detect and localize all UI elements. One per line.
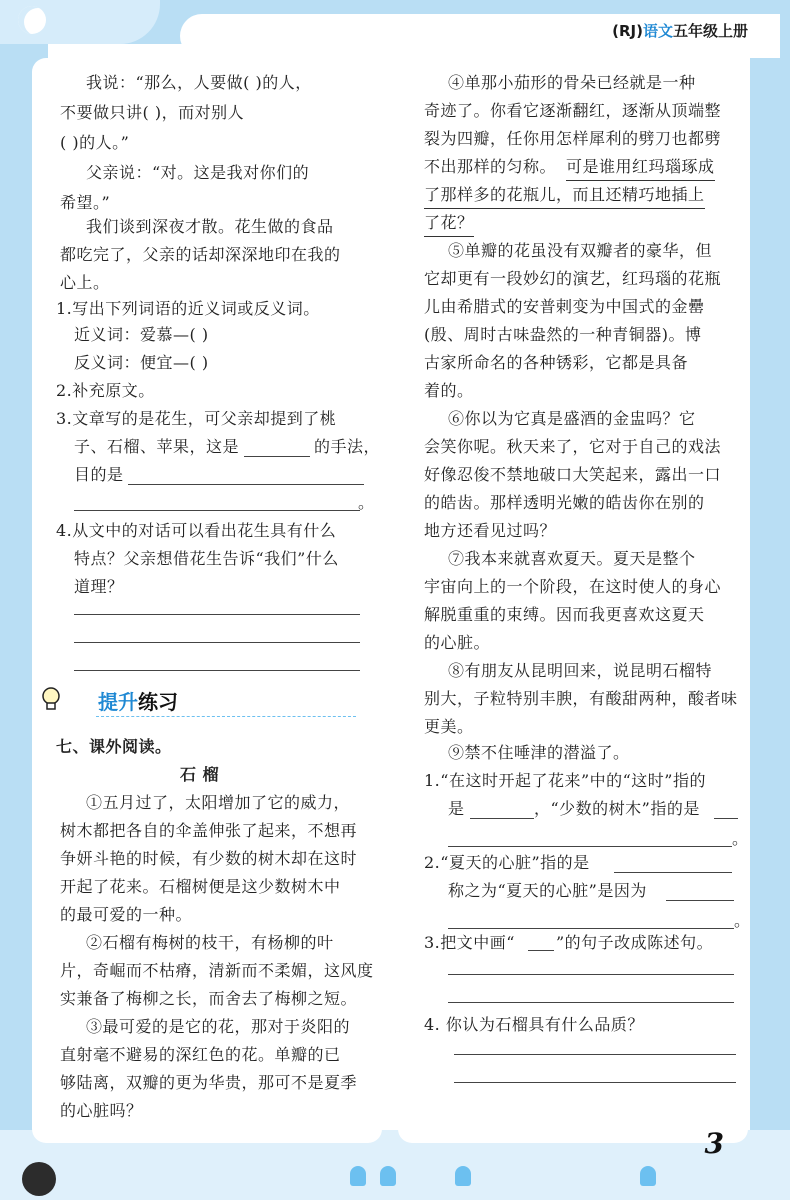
section-header <box>36 682 366 722</box>
question: 2.补充原文。 <box>56 381 155 400</box>
section-title-1: 提升 <box>98 690 138 714</box>
answer-blank[interactable] <box>128 484 364 485</box>
background-right <box>750 0 790 1200</box>
tree-icon <box>640 1166 656 1186</box>
answer-blank[interactable] <box>74 614 360 615</box>
text-line: ③最可爱的是它的花，那对于炎阳的 <box>86 1017 351 1036</box>
underlined-sentence: 了那样多的花瓶儿，而且还精巧地插上 <box>424 182 705 209</box>
text-line: 更美。 <box>424 717 474 736</box>
question: ，“少数的树木”指的是 <box>534 799 700 818</box>
punctuation: 。 <box>732 829 749 848</box>
header-grade: 五年级上册 <box>672 22 748 40</box>
text-line: 希望。” <box>60 193 111 212</box>
text-line: 着的。 <box>424 381 474 400</box>
text-line: 实兼备了梅柳之长，而舍去了梅柳之短。 <box>60 989 358 1008</box>
text-line: 父亲说：“对。这是我对你们的 <box>86 163 310 182</box>
answer-blank[interactable] <box>470 818 534 819</box>
text-line: 解脱重重的束缚。因而我更喜欢这夏天 <box>424 605 705 624</box>
text-line: ⑥你以为它真是盛酒的金盅吗？它 <box>448 409 696 428</box>
question: 1.写出下列词语的近义词或反义词。 <box>56 299 320 318</box>
moon-icon <box>18 6 46 34</box>
question: 的手法， <box>314 437 381 456</box>
question: ”的句子改成陈述句。 <box>556 933 714 952</box>
question-item: 近义词：爱慕—( ) <box>74 325 209 344</box>
question: 1.“在这时开起了花来”中的“这时”指的 <box>424 771 706 790</box>
text-line: ⑧有朋友从昆明回来，说昆明石榴特 <box>448 661 713 680</box>
question: 2.“夏天的心脏”指的是 <box>424 853 590 872</box>
text-line: 我们谈到深夜才散。花生做的食品 <box>86 217 334 236</box>
header-prefix: (RJ) <box>612 22 643 40</box>
text-line: 儿由希腊式的安普剌变为中国式的金罍 <box>424 297 705 316</box>
answer-blank[interactable] <box>74 510 360 511</box>
kid-icon <box>22 1162 56 1196</box>
answer-blank[interactable] <box>448 846 732 847</box>
task-label: 七、课外阅读。 <box>56 737 172 756</box>
text-line: ④单那小茄形的骨朵已经就是一种 <box>448 73 696 92</box>
text-line: (殷、周时古味盎然的一种青铜器)。博 <box>424 325 702 344</box>
text-line: 别大，子粒特别丰腴，有酸甜两种，酸者味 <box>424 689 738 708</box>
text-line: 片，奇崛而不枯瘠，清新而不柔媚，这风度 <box>60 961 374 980</box>
page-number: 3 <box>704 1127 724 1160</box>
section-divider <box>96 716 356 717</box>
answer-blank[interactable] <box>448 974 734 975</box>
article-title: 石 榴 <box>180 765 220 784</box>
text-line: ( )的人。” <box>60 133 130 152</box>
text-line: 地方还看见过吗？ <box>424 521 557 540</box>
punctuation: 。 <box>734 911 751 930</box>
text-line: 宇宙向上的一个阶段，在这时使人的身心 <box>424 577 722 596</box>
answer-blank[interactable] <box>454 1054 736 1055</box>
question: 特点？父亲想借花生告诉“我们”什么 <box>74 549 339 568</box>
text-line: 的心脏吗？ <box>60 1101 143 1120</box>
text-line: 会笑你呢。秋天来了，它对于自己的戏法 <box>424 437 722 456</box>
answer-blank[interactable] <box>454 1082 736 1083</box>
question: 子、石榴、苹果，这是 <box>74 437 240 456</box>
question: 称之为“夏天的心脏”是因为 <box>448 881 647 900</box>
header-subject: 语文 <box>642 22 673 40</box>
text-line: 好像忍俊不禁地破口大笑起来，露出一口 <box>424 465 722 484</box>
text-line: 的心脏。 <box>424 633 491 652</box>
question: 是 <box>448 799 465 818</box>
text-line: ①五月过了，太阳增加了它的威力， <box>86 793 351 812</box>
lightbulb-icon <box>40 686 62 712</box>
underlined-sentence: 可是谁用红玛瑙琢成 <box>566 154 715 181</box>
text-line: 不要做只讲( )，而对别人 <box>60 103 245 122</box>
answer-blank[interactable] <box>714 818 738 819</box>
question: 目的是 <box>74 465 124 484</box>
text-line: 我说：“那么，人要做( )的人， <box>86 73 312 92</box>
text-line: 裂为四瓣，任你用怎样犀利的劈刀也都劈 <box>424 129 722 148</box>
text-line: 古家所命名的各种锈彩，它都是具备 <box>424 353 689 372</box>
text-line: 的最可爱的一种。 <box>60 905 193 924</box>
text-line: 直射毫不避易的深红色的花。单瓣的已 <box>60 1045 341 1064</box>
tree-icon <box>455 1166 471 1186</box>
answer-blank[interactable] <box>448 928 734 929</box>
answer-blank[interactable] <box>448 1002 734 1003</box>
text-line: 都吃完了，父亲的话却深深地印在我的 <box>60 245 341 264</box>
answer-blank[interactable] <box>666 900 734 901</box>
question-item: 反义词：便宜—( ) <box>74 353 209 372</box>
answer-blank[interactable] <box>74 642 360 643</box>
text-line: 树木都把各自的伞盖伸张了起来，不想再 <box>60 821 358 840</box>
text-line: 争妍斗艳的时候，有少数的树木却在这时 <box>60 849 358 868</box>
text-line: 它却更有一段妙幻的演艺，红玛瑙的花瓶 <box>424 269 722 288</box>
text-line: 的皓齿。那样透明光嫩的皓齿你在别的 <box>424 493 705 512</box>
text-line: ②石榴有梅树的枝干，有杨柳的叶 <box>86 933 334 952</box>
question: 道理？ <box>74 577 124 596</box>
text-line: 不出那样的匀称。 <box>424 157 557 176</box>
text-line: ⑦我本来就喜欢夏天。夏天是整个 <box>448 549 696 568</box>
text-line: ⑨禁不住唾津的潜溢了。 <box>448 743 630 762</box>
underlined-sentence: 了花？ <box>424 210 474 237</box>
underline-sample <box>528 950 554 951</box>
tree-icon <box>350 1166 366 1186</box>
question: 4.从文中的对话可以看出花生具有什么 <box>56 521 337 540</box>
section-title <box>98 686 178 715</box>
text-line: 奇迹了。你看它逐渐翻红，逐渐从顶端整 <box>424 101 722 120</box>
text-line: ⑤单瓣的花虽没有双瓣者的豪华，但 <box>448 241 713 260</box>
answer-blank[interactable] <box>614 872 732 873</box>
answer-blank[interactable] <box>244 456 310 457</box>
punctuation: 。 <box>358 493 375 512</box>
question: 4. 你认为石榴具有什么品质？ <box>424 1015 644 1034</box>
text-line: 开起了花来。石榴树便是这少数树木中 <box>60 877 341 896</box>
tree-icon <box>380 1166 396 1186</box>
text-line: 够陆离，双瓣的更为华贵，那可不是夏季 <box>60 1073 358 1092</box>
header-title <box>612 20 748 41</box>
section-title-2: 练习 <box>138 690 178 714</box>
question: 3.把文中画“ <box>424 933 515 952</box>
text-line: 心上。 <box>60 273 110 292</box>
answer-blank[interactable] <box>74 670 360 671</box>
question: 3.文章写的是花生，可父亲却提到了桃 <box>56 409 337 428</box>
